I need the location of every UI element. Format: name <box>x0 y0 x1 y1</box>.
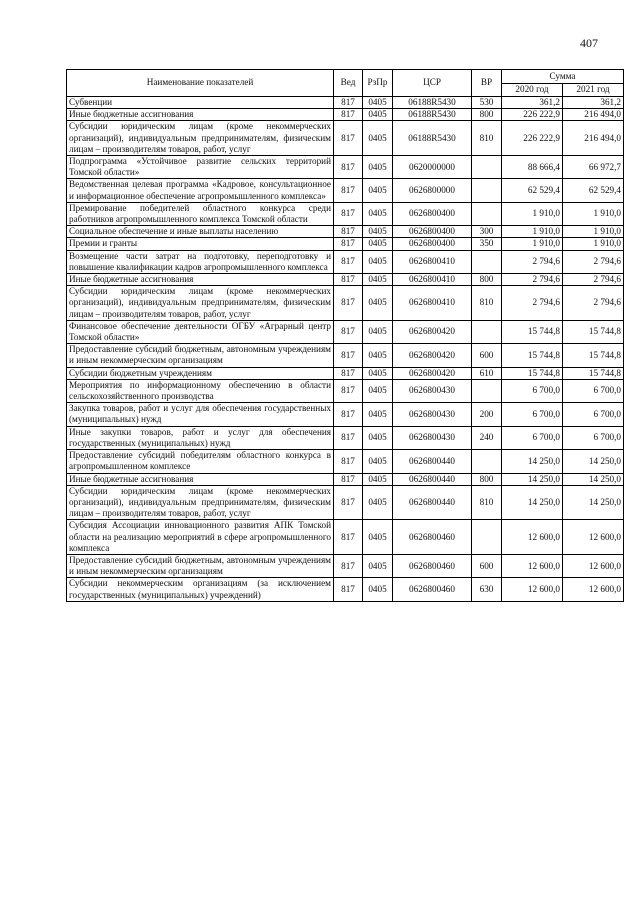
table-row <box>67 450 624 473</box>
cell-rzpr: 0405 <box>363 379 393 402</box>
cell-y2020: 15 744,8 <box>502 320 563 343</box>
cell-rzpr: 0405 <box>363 485 393 520</box>
cell-y2020: 2 794,6 <box>502 286 563 321</box>
cell-rzpr: 0405 <box>363 109 393 121</box>
cell-vr <box>472 202 502 225</box>
cell-name: Субсидии бюджетным учреждениям <box>67 367 334 379</box>
table-row <box>67 179 624 202</box>
cell-name: Финансовое обеспечение деятельности ОГБУ «Аграрный центр Томской области» <box>67 320 334 343</box>
cell-ved: 817 <box>334 473 363 485</box>
cell-csr: 0626800440 <box>393 485 472 520</box>
cell-ved: 817 <box>334 202 363 225</box>
cell-vr: 200 <box>472 403 502 426</box>
cell-y2020: 12 600,0 <box>502 554 563 577</box>
cell-y2020: 14 250,0 <box>502 485 563 520</box>
cell-y2021: 15 744,8 <box>563 320 624 343</box>
table-row <box>67 367 624 379</box>
cell-vr <box>472 450 502 473</box>
cell-ved: 817 <box>334 226 363 238</box>
cell-rzpr: 0405 <box>363 320 393 343</box>
table-row <box>67 109 624 121</box>
cell-name: Субсидии некоммерческим организациям (за исключением государственных (муниципальных) учреждений) <box>67 578 334 601</box>
cell-csr: 0620000000 <box>393 156 472 179</box>
cell-y2020: 88 666,4 <box>502 156 563 179</box>
cell-vr: 350 <box>472 238 502 250</box>
cell-vr <box>472 179 502 202</box>
cell-name: Ведомственная целевая программа «Кадровое, консультационное и информационное обеспечение агропромышленного комплекса» <box>67 179 334 202</box>
table-row <box>67 121 624 156</box>
cell-y2021: 2 794,6 <box>563 250 624 273</box>
table-row <box>67 344 624 367</box>
cell-y2021: 216 494,0 <box>563 109 624 121</box>
header-csr: ЦСР <box>393 70 472 97</box>
cell-ved: 817 <box>334 520 363 555</box>
cell-csr: 0626800440 <box>393 450 472 473</box>
table-row <box>67 473 624 485</box>
cell-name: Субвенции <box>67 97 334 109</box>
table-row <box>67 156 624 179</box>
cell-csr: 06188R5430 <box>393 97 472 109</box>
cell-csr: 0626800400 <box>393 226 472 238</box>
cell-vr: 800 <box>472 109 502 121</box>
cell-ved: 817 <box>334 403 363 426</box>
cell-name: Иные бюджетные ассигнования <box>67 473 334 485</box>
cell-rzpr: 0405 <box>363 202 393 225</box>
table-header-row <box>67 70 624 84</box>
cell-csr: 0626800420 <box>393 367 472 379</box>
cell-y2020: 14 250,0 <box>502 473 563 485</box>
cell-rzpr: 0405 <box>363 473 393 485</box>
cell-ved: 817 <box>334 121 363 156</box>
table-row <box>67 578 624 601</box>
cell-vr: 810 <box>472 121 502 156</box>
cell-vr: 800 <box>472 274 502 286</box>
cell-name: Премирование победителей областного конкурса среди работников агропромышленного комплекса Томской области <box>67 202 334 225</box>
cell-rzpr: 0405 <box>363 156 393 179</box>
cell-y2020: 12 600,0 <box>502 578 563 601</box>
cell-ved: 817 <box>334 179 363 202</box>
cell-y2021: 14 250,0 <box>563 485 624 520</box>
cell-csr: 06188R5430 <box>393 109 472 121</box>
table-row <box>67 238 624 250</box>
cell-rzpr: 0405 <box>363 226 393 238</box>
cell-ved: 817 <box>334 97 363 109</box>
cell-ved: 817 <box>334 250 363 273</box>
cell-csr: 0626800460 <box>393 578 472 601</box>
cell-y2021: 216 494,0 <box>563 121 624 156</box>
table-row <box>67 403 624 426</box>
cell-y2020: 15 744,8 <box>502 367 563 379</box>
cell-y2020: 6 700,0 <box>502 379 563 402</box>
cell-rzpr: 0405 <box>363 403 393 426</box>
table-row <box>67 520 624 555</box>
cell-ved: 817 <box>334 379 363 402</box>
cell-ved: 817 <box>334 238 363 250</box>
cell-rzpr: 0405 <box>363 520 393 555</box>
cell-rzpr: 0405 <box>363 554 393 577</box>
cell-vr: 610 <box>472 367 502 379</box>
cell-vr: 810 <box>472 286 502 321</box>
cell-y2021: 6 700,0 <box>563 426 624 449</box>
cell-rzpr: 0405 <box>363 238 393 250</box>
table-row <box>67 97 624 109</box>
table-row <box>67 554 624 577</box>
cell-ved: 817 <box>334 426 363 449</box>
cell-name: Субсидии юридическим лицам (кроме некоммерческих организаций), индивидуальным предпринимателям, физическим лицам – производителям товаров, работ, услуг <box>67 121 334 156</box>
cell-y2020: 15 744,8 <box>502 344 563 367</box>
cell-vr: 810 <box>472 485 502 520</box>
cell-name: Субсидии юридическим лицам (кроме некоммерческих организаций), индивидуальным предпринимателям, физическим лицам – производителям товаров, работ, услуг <box>67 286 334 321</box>
cell-csr: 0626800410 <box>393 250 472 273</box>
cell-ved: 817 <box>334 274 363 286</box>
cell-y2021: 15 744,8 <box>563 367 624 379</box>
header-rzpr: РзПр <box>363 70 393 97</box>
table-row <box>67 250 624 273</box>
cell-y2021: 12 600,0 <box>563 578 624 601</box>
table-row <box>67 426 624 449</box>
header-2020: 2020 год <box>502 84 563 97</box>
cell-y2020: 361,2 <box>502 97 563 109</box>
cell-rzpr: 0405 <box>363 450 393 473</box>
cell-vr: 600 <box>472 344 502 367</box>
cell-rzpr: 0405 <box>363 274 393 286</box>
header-sum: Сумма <box>502 70 624 84</box>
table-row <box>67 226 624 238</box>
cell-y2020: 14 250,0 <box>502 450 563 473</box>
header-vr: ВР <box>472 70 502 97</box>
cell-name: Мероприятия по информационному обеспечению в области сельскохозяйственного производства <box>67 379 334 402</box>
cell-csr: 0626800410 <box>393 286 472 321</box>
cell-y2021: 66 972,7 <box>563 156 624 179</box>
cell-name: Субсидии юридическим лицам (кроме некоммерческих организаций), индивидуальным предпринимателям, физическим лицам – производителям товаров, работ, услуг <box>67 485 334 520</box>
cell-rzpr: 0405 <box>363 344 393 367</box>
cell-rzpr: 0405 <box>363 426 393 449</box>
cell-rzpr: 0405 <box>363 179 393 202</box>
cell-y2021: 1 910,0 <box>563 202 624 225</box>
cell-ved: 817 <box>334 554 363 577</box>
cell-ved: 817 <box>334 156 363 179</box>
cell-y2021: 62 529,4 <box>563 179 624 202</box>
cell-vr: 630 <box>472 578 502 601</box>
cell-csr: 0626800430 <box>393 403 472 426</box>
table-row <box>67 286 624 321</box>
cell-y2021: 2 794,6 <box>563 274 624 286</box>
cell-ved: 817 <box>334 485 363 520</box>
budget-table <box>66 69 624 602</box>
cell-vr: 240 <box>472 426 502 449</box>
cell-csr: 0626800420 <box>393 344 472 367</box>
cell-csr: 0626800460 <box>393 520 472 555</box>
cell-name: Иные бюджетные ассигнования <box>67 109 334 121</box>
cell-csr: 0626800410 <box>393 274 472 286</box>
cell-csr: 0626800430 <box>393 379 472 402</box>
cell-ved: 817 <box>334 109 363 121</box>
cell-csr: 06188R5430 <box>393 121 472 156</box>
cell-name: Социальное обеспечение и иные выплаты населению <box>67 226 334 238</box>
cell-name: Предоставление субсидий бюджетным, автономным учреждениям и иным некоммерческим организациям <box>67 554 334 577</box>
cell-rzpr: 0405 <box>363 578 393 601</box>
cell-y2021: 1 910,0 <box>563 238 624 250</box>
cell-name: Иные закупки товаров, работ и услуг для обеспечения государственных (муниципальных) нужд <box>67 426 334 449</box>
cell-ved: 817 <box>334 450 363 473</box>
cell-vr <box>472 250 502 273</box>
cell-y2021: 14 250,0 <box>563 473 624 485</box>
cell-name: Иные бюджетные ассигнования <box>67 274 334 286</box>
header-name: Наименование показателей <box>67 70 334 97</box>
cell-y2020: 6 700,0 <box>502 426 563 449</box>
cell-y2020: 6 700,0 <box>502 403 563 426</box>
cell-y2021: 6 700,0 <box>563 403 624 426</box>
cell-y2020: 2 794,6 <box>502 274 563 286</box>
header-ved: Вед <box>334 70 363 97</box>
cell-rzpr: 0405 <box>363 121 393 156</box>
cell-name: Предоставление субсидий победителям областного конкурса в агропромышленном комплексе <box>67 450 334 473</box>
cell-y2021: 1 910,0 <box>563 226 624 238</box>
cell-y2021: 12 600,0 <box>563 520 624 555</box>
cell-y2021: 2 794,6 <box>563 286 624 321</box>
cell-vr <box>472 156 502 179</box>
cell-name: Возмещение части затрат на подготовку, переподготовку и повышение квалификации кадров агропромышленного комплекса <box>67 250 334 273</box>
cell-vr: 800 <box>472 473 502 485</box>
cell-name: Премии и гранты <box>67 238 334 250</box>
cell-y2020: 1 910,0 <box>502 202 563 225</box>
cell-name: Предоставление субсидий бюджетным, автономным учреждениям и иным некоммерческим организациям <box>67 344 334 367</box>
cell-y2021: 6 700,0 <box>563 379 624 402</box>
cell-vr: 530 <box>472 97 502 109</box>
cell-y2021: 14 250,0 <box>563 450 624 473</box>
cell-y2020: 12 600,0 <box>502 520 563 555</box>
cell-ved: 817 <box>334 286 363 321</box>
cell-csr: 0626800420 <box>393 320 472 343</box>
cell-ved: 817 <box>334 320 363 343</box>
cell-csr: 0626800440 <box>393 473 472 485</box>
cell-csr: 0626800400 <box>393 202 472 225</box>
cell-vr: 600 <box>472 554 502 577</box>
cell-y2021: 361,2 <box>563 97 624 109</box>
header-2021: 2021 год <box>563 84 624 97</box>
table-row <box>67 274 624 286</box>
cell-y2020: 62 529,4 <box>502 179 563 202</box>
cell-y2021: 12 600,0 <box>563 554 624 577</box>
cell-y2020: 2 794,6 <box>502 250 563 273</box>
cell-csr: 0626800400 <box>393 238 472 250</box>
cell-y2020: 226 222,9 <box>502 109 563 121</box>
cell-rzpr: 0405 <box>363 286 393 321</box>
page-number: 407 <box>580 36 598 50</box>
cell-vr <box>472 520 502 555</box>
table-row <box>67 485 624 520</box>
cell-csr: 0626800460 <box>393 554 472 577</box>
table-body <box>67 97 624 602</box>
cell-y2020: 226 222,9 <box>502 121 563 156</box>
cell-y2020: 1 910,0 <box>502 238 563 250</box>
cell-vr <box>472 379 502 402</box>
cell-name: Закупка товаров, работ и услуг для обеспечения государственных (муниципальных) нужд <box>67 403 334 426</box>
cell-y2021: 15 744,8 <box>563 344 624 367</box>
cell-vr <box>472 320 502 343</box>
cell-rzpr: 0405 <box>363 97 393 109</box>
cell-y2020: 1 910,0 <box>502 226 563 238</box>
cell-name: Подпрограмма «Устойчивое развитие сельских территорий Томской области» <box>67 156 334 179</box>
cell-ved: 817 <box>334 344 363 367</box>
cell-ved: 817 <box>334 578 363 601</box>
cell-name: Субсидия Ассоциации инновационного развития АПК Томской области на реализацию мероприятий в сфере агропромышленного комплекса <box>67 520 334 555</box>
table-row <box>67 202 624 225</box>
table-row <box>67 320 624 343</box>
table-row <box>67 379 624 402</box>
cell-csr: 0626800000 <box>393 179 472 202</box>
cell-ved: 817 <box>334 367 363 379</box>
cell-rzpr: 0405 <box>363 250 393 273</box>
cell-rzpr: 0405 <box>363 367 393 379</box>
cell-vr: 300 <box>472 226 502 238</box>
cell-csr: 0626800430 <box>393 426 472 449</box>
